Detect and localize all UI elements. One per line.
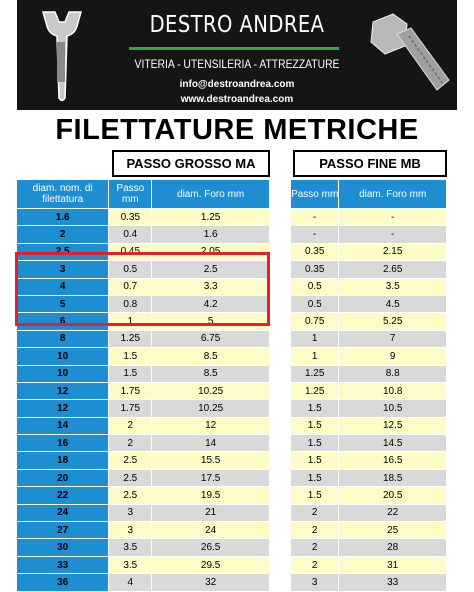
coarse-hole-cell: 21 (152, 504, 270, 521)
coarse-pitch-cell: 4 (109, 574, 152, 591)
coarse-pitch-cell: 2 (109, 435, 152, 452)
column-header: Passo mm (109, 180, 152, 209)
table-row (291, 539, 447, 556)
table-row (291, 556, 447, 573)
coarse-hole-cell: 4.2 (152, 295, 270, 312)
table-row (291, 348, 447, 365)
table-row (291, 243, 447, 260)
fine-pitch-cell: 2 (291, 539, 339, 556)
fine-pitch-cell: 1.25 (291, 365, 339, 382)
fine-pitch-cell: 1.5 (291, 487, 339, 504)
nominal-diameter-cell: 33 (17, 556, 109, 573)
table-row (291, 435, 447, 452)
table-row (291, 522, 447, 539)
column-header: Passo mm (291, 180, 339, 209)
coarse-pitch-cell: 0.4 (109, 226, 152, 243)
fine-pitch-cell: 1 (291, 330, 339, 347)
fine-hole-cell: 14.5 (339, 435, 447, 452)
table-row (291, 209, 447, 226)
coarse-hole-cell: 1.25 (152, 209, 270, 226)
fine-pitch-cell: 2 (291, 522, 339, 539)
coarse-pitch-cell: 2.5 (109, 452, 152, 469)
coarse-hole-cell: 10.25 (152, 400, 270, 417)
fine-pitch-label: PASSO FINE MB (293, 150, 447, 177)
fine-hole-cell: 18.5 (339, 469, 447, 486)
nominal-diameter-cell: 2 (17, 226, 109, 243)
table-row (291, 261, 447, 278)
fine-pitch-cell: 1 (291, 348, 339, 365)
fine-hole-cell: 10.5 (339, 400, 447, 417)
coarse-hole-cell: 10.25 (152, 382, 270, 399)
fine-hole-cell: 16.5 (339, 452, 447, 469)
table-row (17, 348, 270, 365)
coarse-pitch-cell: 0.35 (109, 209, 152, 226)
fine-hole-cell: - (339, 226, 447, 243)
fine-hole-cell: 7 (339, 330, 447, 347)
nominal-diameter-cell: 3 (17, 261, 109, 278)
table-row (17, 417, 270, 434)
table-row (17, 452, 270, 469)
table-row (291, 365, 447, 382)
coarse-pitch-cell: 0.45 (109, 243, 152, 260)
table-row (291, 487, 447, 504)
coarse-header-row (17, 180, 270, 209)
nominal-diameter-cell: 14 (17, 417, 109, 434)
fine-hole-cell: 20.5 (339, 487, 447, 504)
fine-hole-cell: 5.25 (339, 313, 447, 330)
wrench-icon (35, 8, 95, 104)
table-row (291, 400, 447, 417)
fine-pitch-cell: 2 (291, 504, 339, 521)
nominal-diameter-cell: 30 (17, 539, 109, 556)
table-row (291, 417, 447, 434)
contact-email: info@destroandrea.com (179, 79, 295, 90)
coarse-hole-cell: 12 (152, 417, 270, 434)
coarse-pitch-cell: 3 (109, 504, 152, 521)
nominal-diameter-cell: 8 (17, 330, 109, 347)
coarse-hole-cell: 8.5 (152, 348, 270, 365)
fine-pitch-cell: 1.25 (291, 382, 339, 399)
header-banner (17, 0, 457, 110)
nominal-diameter-cell: 6 (17, 313, 109, 330)
coarse-hole-cell: 6.75 (152, 330, 270, 347)
fine-hole-cell: 12.5 (339, 417, 447, 434)
green-divider (129, 47, 339, 50)
coarse-hole-cell: 24 (152, 522, 270, 539)
fine-hole-cell: 33 (339, 574, 447, 591)
coarse-pitch-cell: 3.5 (109, 556, 152, 573)
bolt-icon (367, 10, 451, 98)
table-row (17, 330, 270, 347)
nominal-diameter-cell: 27 (17, 522, 109, 539)
nominal-diameter-cell: 20 (17, 469, 109, 486)
coarse-pitch-cell: 1 (109, 313, 152, 330)
fine-pitch-cell: 1.5 (291, 417, 339, 434)
nominal-diameter-cell: 16 (17, 435, 109, 452)
nominal-diameter-cell: 2.5 (17, 243, 109, 260)
coarse-pitch-cell: 0.8 (109, 295, 152, 312)
coarse-hole-cell: 29.5 (152, 556, 270, 573)
fine-pitch-cell: 0.35 (291, 243, 339, 260)
fine-hole-cell: 31 (339, 556, 447, 573)
coarse-pitch-table (17, 180, 270, 592)
table-row (17, 365, 270, 382)
fine-hole-cell: 3.5 (339, 278, 447, 295)
fine-pitch-cell: 0.5 (291, 295, 339, 312)
fine-hole-cell: - (339, 209, 447, 226)
table-row (17, 400, 270, 417)
table-row (291, 469, 447, 486)
highlight-box (15, 252, 270, 326)
coarse-pitch-cell: 2 (109, 417, 152, 434)
coarse-pitch-cell: 0.7 (109, 278, 152, 295)
coarse-hole-cell: 32 (152, 574, 270, 591)
table-row (291, 382, 447, 399)
nominal-diameter-cell: 12 (17, 382, 109, 399)
coarse-pitch-cell: 3 (109, 522, 152, 539)
table-row (17, 522, 270, 539)
coarse-pitch-cell: 1.5 (109, 365, 152, 382)
contact-website: www.destroandrea.com (180, 94, 294, 105)
fine-pitch-cell: 1.5 (291, 469, 339, 486)
nominal-diameter-cell: 24 (17, 504, 109, 521)
fine-pitch-cell: 1.5 (291, 452, 339, 469)
company-name: DESTRO ANDREA (149, 12, 325, 38)
column-header: diam. Foro mm (339, 180, 447, 209)
coarse-hole-cell: 2.5 (152, 261, 270, 278)
coarse-pitch-cell: 1.5 (109, 348, 152, 365)
fine-pitch-cell: 0.35 (291, 261, 339, 278)
nominal-diameter-cell: 12 (17, 400, 109, 417)
fine-pitch-cell: 0.5 (291, 278, 339, 295)
coarse-pitch-cell: 1.25 (109, 330, 152, 347)
table-row (17, 574, 270, 591)
fine-hole-cell: 4.5 (339, 295, 447, 312)
table-row (17, 504, 270, 521)
coarse-pitch-cell: 1.75 (109, 382, 152, 399)
nominal-diameter-cell: 18 (17, 452, 109, 469)
fine-hole-cell: 8.8 (339, 365, 447, 382)
coarse-hole-cell: 14 (152, 435, 270, 452)
coarse-hole-cell: 26.5 (152, 539, 270, 556)
table-row (17, 469, 270, 486)
fine-pitch-cell: 1.5 (291, 435, 339, 452)
fine-hole-cell: 25 (339, 522, 447, 539)
fine-pitch-cell: 2 (291, 556, 339, 573)
coarse-hole-cell: 3.3 (152, 278, 270, 295)
table-row (17, 539, 270, 556)
table-row (291, 278, 447, 295)
fine-hole-cell: 2.65 (339, 261, 447, 278)
column-header: diam. Foro mm (152, 180, 270, 209)
coarse-hole-cell: 1.6 (152, 226, 270, 243)
table-row (291, 330, 447, 347)
coarse-hole-cell: 17.5 (152, 469, 270, 486)
coarse-pitch-cell: 1.75 (109, 400, 152, 417)
fine-pitch-cell: 3 (291, 574, 339, 591)
nominal-diameter-cell: 10 (17, 365, 109, 382)
fine-hole-cell: 10.8 (339, 382, 447, 399)
table-row (17, 382, 270, 399)
fine-pitch-cell: - (291, 209, 339, 226)
fine-hole-cell: 28 (339, 539, 447, 556)
fine-hole-cell: 22 (339, 504, 447, 521)
table-row (291, 226, 447, 243)
table-row (17, 226, 270, 243)
table-row (291, 504, 447, 521)
nominal-diameter-cell: 5 (17, 295, 109, 312)
coarse-hole-cell: 15.5 (152, 452, 270, 469)
coarse-pitch-cell: 3.5 (109, 539, 152, 556)
fine-hole-cell: 9 (339, 348, 447, 365)
company-tagline: VITERIA - UTENSILERIA - ATTREZZATURE (134, 59, 340, 71)
fine-pitch-table (291, 180, 447, 592)
nominal-diameter-cell: 10 (17, 348, 109, 365)
coarse-hole-cell: 19.5 (152, 487, 270, 504)
table-row (291, 574, 447, 591)
fine-pitch-cell: - (291, 226, 339, 243)
column-header: diam. nom. di filettatura (17, 180, 109, 209)
table-row (17, 487, 270, 504)
table-row (17, 209, 270, 226)
nominal-diameter-cell: 1.6 (17, 209, 109, 226)
fine-hole-cell: 2.15 (339, 243, 447, 260)
table-row (291, 452, 447, 469)
coarse-pitch-cell: 0.5 (109, 261, 152, 278)
page-title: FILETTATURE METRICHE (55, 114, 419, 146)
nominal-diameter-cell: 4 (17, 278, 109, 295)
coarse-pitch-label: PASSO GROSSO MA (112, 150, 270, 177)
fine-pitch-cell: 0.75 (291, 313, 339, 330)
nominal-diameter-cell: 22 (17, 487, 109, 504)
fine-pitch-cell: 1.5 (291, 400, 339, 417)
coarse-hole-cell: 5 (152, 313, 270, 330)
table-row (291, 295, 447, 312)
table-row (17, 556, 270, 573)
coarse-hole-cell: 2.05 (152, 243, 270, 260)
fine-header-row (291, 180, 447, 209)
coarse-pitch-cell: 2.5 (109, 487, 152, 504)
table-row (17, 435, 270, 452)
table-row (291, 313, 447, 330)
nominal-diameter-cell: 36 (17, 574, 109, 591)
coarse-hole-cell: 8.5 (152, 365, 270, 382)
coarse-pitch-cell: 2.5 (109, 469, 152, 486)
